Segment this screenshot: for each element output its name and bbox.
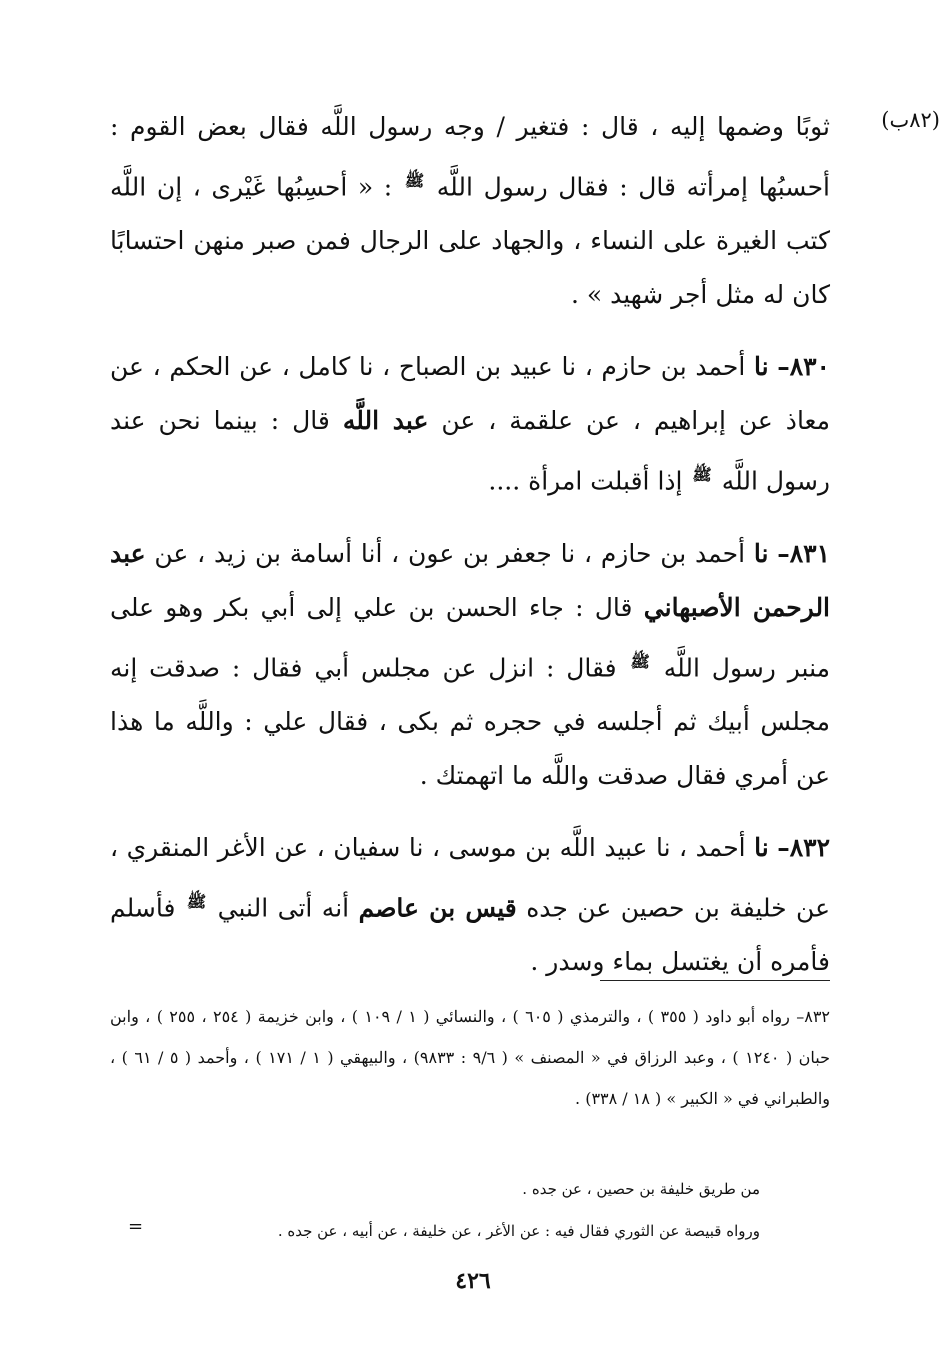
- hadith-number: ٨٣١–: [777, 538, 831, 568]
- hadith-narration-word: نا: [753, 352, 769, 382]
- hadith-text-end: فأسلم فأمره أن يغتسل بماء وسدر .: [110, 893, 830, 977]
- salawat-symbol: ﷺ: [630, 651, 650, 671]
- hadith-narration-word: نا: [754, 832, 769, 862]
- hadith-chain: أحمد ، نا عبيد اللَّه بن موسى ، نا سفيان ، عن الأغر المنقري ، عن خليفة بن حصين عن جده: [110, 832, 831, 923]
- hadith-text: قال : جاء الحسن بن علي إلى أبي بكر وهو على منبر رسول اللَّه: [110, 592, 831, 682]
- hadith-830: [110, 340, 830, 508]
- hadith-narration-word: نا: [753, 538, 769, 568]
- hadith-chain: أحمد بن حازم ، نا عبيد بن الصباح ، نا كامل ، عن الحكم ، عن معاذ عن إبراهيم ، عن علقمة ، عن: [110, 352, 831, 436]
- companion-name: عبد اللَّه: [342, 406, 429, 436]
- continuation-line-2a: أحسبُها إمرأته قال : فقال رسول اللَّه: [436, 172, 830, 202]
- continuation-paragraph: [110, 100, 830, 322]
- hadith-chain: أحمد بن حازم ، نا جعفر بن عون ، أنا أسامة بن زيد ، عن: [154, 538, 746, 568]
- continuation-mark: =: [128, 1216, 144, 1237]
- footnote-line-2: ورواه قبيصة عن الثوري فقال فيه : عن الأغر ، عن خليفة ، عن أبيه ، عن جده .: [277, 1222, 760, 1240]
- hadith-text: قال : بينما نحن عند رسول اللَّه: [110, 406, 830, 496]
- salawat-symbol: ﷺ: [186, 891, 207, 911]
- hadith-text-end: إذا أقبلت امرأة ....: [488, 466, 683, 496]
- hadith-831: [110, 527, 830, 803]
- continuation-line-4: احتسابًا كان له مثل أجر شهيد » .: [110, 226, 830, 310]
- main-text: [110, 100, 830, 989]
- hadith-number: ٨٣٠–: [777, 352, 830, 382]
- companion-name: قيس بن عاصم: [358, 893, 517, 923]
- salawat-symbol: ﷺ: [404, 171, 425, 190]
- footnote-text: ٨٣٢– رواه أبو داود ( ٣٥٥ ) ، والترمذي ( ٦٠٥ ) ، والنسائي ( ١ / ١٠٩ ) ، وابن خزيمة ( ٢٥٤ ، ٢٥٥ ) ، وابن حبان ( ١٢٤٠ ) ، وعبد الرزاق في « المصنف » ( ٩/٦ : ٩٨٣٣) ، والبيهقي ( ١ / ١٧١ ) ، وأحمد ( ٥ / ٦١ ) ، والطبراني في « الكبير » ( ١٨ / ٣٣٨) .: [110, 1007, 831, 1108]
- footnote-continued: [160, 1168, 760, 1252]
- page-number: ٤٢٦: [455, 1268, 491, 1294]
- hadith-number: ٨٣٢–: [777, 832, 831, 862]
- hadith-832: [110, 821, 830, 989]
- hadith-text-end: فقال : انزل عن مجلس أبي فقال : صدقت إنه مجلس أبيك ثم أجلسه في حجره ثم بكى ، فقال علي : واللَّه ما هذا عن أمري فقال صدقت واللَّه ما اتهمتك .: [110, 652, 830, 790]
- continuation-line-3: كتب الغيرة على النساء ، والجهاد على الرجال فمن صبر منهن: [193, 226, 830, 256]
- continuation-line-1: ثوبًا وضمها إليه ، قال : فتغير / وجه رسول اللَّه فقال بعض القوم :: [110, 112, 830, 141]
- hadith-text: أنه أتى النبي: [217, 893, 350, 923]
- footnote-divider: [600, 980, 830, 981]
- companion-name: عبد الرحمن الأصبهاني: [110, 538, 831, 622]
- footnote: [110, 996, 830, 1119]
- continuation-line-2b: : « أحسِبُها غَيْرى ، إن اللَّه: [110, 172, 393, 202]
- footnote-line-1: من طريق خليفة بن حصين ، عن جده .: [522, 1180, 760, 1198]
- manuscript-folio-note: (٨٢ب): [881, 108, 940, 132]
- salawat-symbol: ﷺ: [692, 465, 712, 485]
